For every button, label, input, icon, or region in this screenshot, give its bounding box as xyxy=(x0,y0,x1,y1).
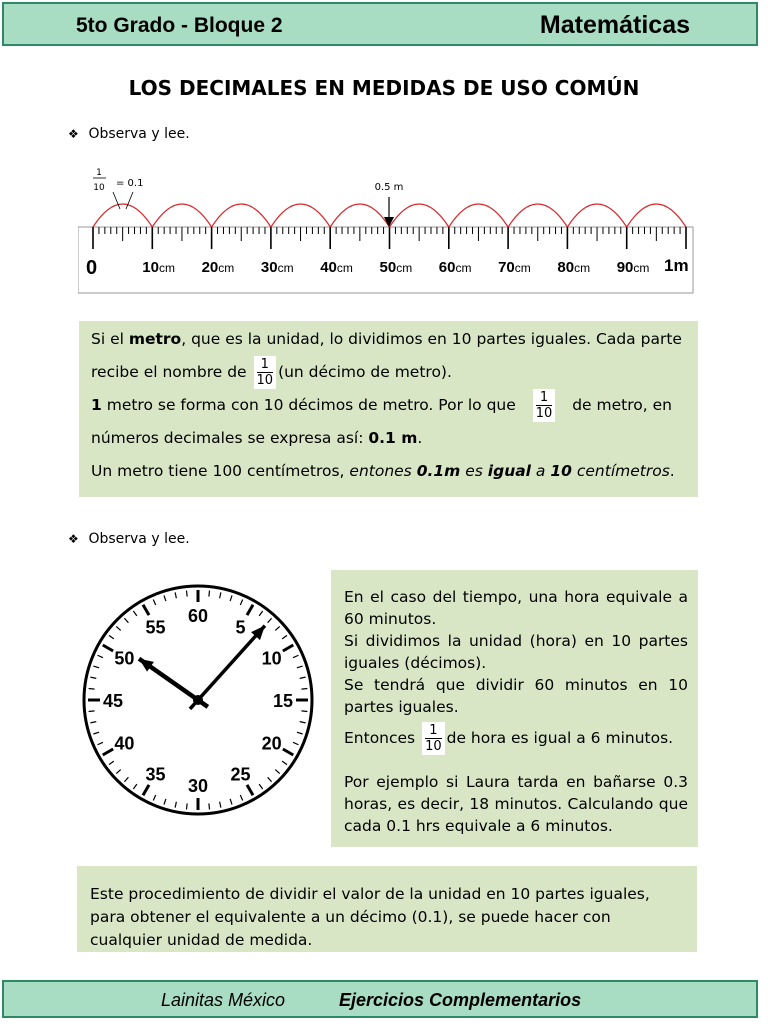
clock-figure xyxy=(80,582,316,818)
ruler-label xyxy=(617,259,650,276)
ruler-label xyxy=(380,259,413,276)
box2-p5: Por ejemplo si Laura tarda en bañarse 0.3 horas, es decir, 18 minutos. Calculando que cada 0.1 hrs equivale a 6 minutos. xyxy=(344,773,688,835)
box1-italic: centímetros xyxy=(571,462,670,480)
clock-number: 60 xyxy=(187,606,209,626)
ruler-arc xyxy=(390,204,449,227)
clock-number: 10 xyxy=(261,648,282,669)
box1-text: (un décimo de metro). xyxy=(278,363,452,381)
ruler-label-unit: cm xyxy=(455,261,472,275)
box2-p1: En el caso del tiempo, una hora equivale a 60 minutos. xyxy=(344,588,688,628)
box1-text: de metro, en números decimales se expresa así: xyxy=(91,396,672,447)
clock-center xyxy=(193,695,203,705)
ruler-label xyxy=(498,259,531,276)
box1-text: Si el xyxy=(91,330,129,348)
ruler-arc xyxy=(449,204,508,227)
diamond-bullet-icon: ❖ xyxy=(68,127,79,141)
header-bar xyxy=(2,2,758,46)
box1-paragraph-2 xyxy=(91,389,686,455)
clock-number: 20 xyxy=(261,733,282,754)
ruler-label-number: 30 xyxy=(260,259,278,276)
fraction-one-tenth: $\frac{1}{10}$ xyxy=(533,389,556,422)
box1-bold-italic: 10 xyxy=(550,462,572,480)
box1-paragraph-3 xyxy=(91,455,686,488)
ruler-label-unit: cm xyxy=(514,261,531,275)
box1-bold-italic: 0.1m xyxy=(416,462,461,480)
fraction-one-tenth: $\frac{1}{10}$ xyxy=(422,722,445,755)
page-title: LOS DECIMALES EN MEDIDAS DE USO COMÚN xyxy=(128,76,640,100)
ruler-half-label: 0.5 m xyxy=(374,182,404,193)
ruler-label-number: 50 xyxy=(379,259,397,276)
box1-italic: es xyxy=(460,462,488,480)
clock-number: 45 xyxy=(102,691,124,711)
time-explanation-box xyxy=(331,570,698,847)
clock-svg xyxy=(80,582,316,818)
ruler-label-unit: cm xyxy=(633,261,650,275)
ruler-frac-den: 10 xyxy=(93,183,105,193)
ruler-label-number: 40 xyxy=(320,259,337,276)
ruler-label-number: 80 xyxy=(557,259,575,276)
ruler-label-unit: cm xyxy=(574,261,591,275)
box1-text: . xyxy=(669,462,675,480)
grade-label: 5to Grado - Bloque 2 xyxy=(76,14,283,37)
box2-text: Entonces xyxy=(344,729,421,747)
box1-italic: a xyxy=(531,462,551,480)
clock-tick xyxy=(89,689,95,690)
box2-p2: Si dividimos la unidad (hora) en 10 partes iguales (décimos). xyxy=(344,632,688,672)
box1-text: Un metro tiene 100 centímetros, xyxy=(91,462,350,480)
ruler-frac-num: 1 xyxy=(96,168,102,178)
ruler-label xyxy=(202,259,235,276)
box1-bold-decimal: 0.1 m xyxy=(368,429,418,447)
box1-paragraph-1 xyxy=(91,323,686,389)
clock-tick xyxy=(209,591,210,597)
ruler-label-unit: cm xyxy=(277,261,294,275)
metro-explanation-box xyxy=(79,321,698,497)
clock-tick xyxy=(187,803,188,809)
ruler-arc xyxy=(627,204,686,227)
clock-tick xyxy=(209,803,210,809)
clock-number: 30 xyxy=(187,776,209,796)
box2-p4 xyxy=(344,722,688,755)
clock-tick xyxy=(301,711,307,712)
ruler-arc xyxy=(271,204,330,227)
box1-bold-metro: metro xyxy=(128,330,182,348)
clock-number: 5 xyxy=(235,617,246,638)
footer-author: Lainitas México xyxy=(161,990,286,1010)
box1-italic: entones xyxy=(349,462,417,480)
footer-bar xyxy=(2,980,758,1018)
fraction-one-tenth: $\frac{1}{10}$ xyxy=(254,356,277,389)
footer-title: Ejercicios Complementarios xyxy=(339,990,582,1010)
clock-tick xyxy=(301,689,307,690)
ruler-label xyxy=(439,259,472,276)
ruler-label-number: 70 xyxy=(498,259,515,276)
ruler-start-label: 0 xyxy=(86,257,98,279)
clock-tick xyxy=(89,711,95,712)
instruction-1-text: Observa y lee. xyxy=(88,126,190,142)
instruction-2 xyxy=(68,531,190,547)
ruler-frac-eq: = 0.1 xyxy=(116,178,144,189)
ruler-arc xyxy=(330,204,389,227)
ruler-label xyxy=(261,259,294,276)
ruler-label xyxy=(142,259,175,276)
clock-number: 50 xyxy=(114,648,135,669)
ruler-label-number: 60 xyxy=(438,259,456,276)
ruler-label-unit: cm xyxy=(336,261,353,275)
clock-number: 35 xyxy=(145,764,166,785)
ruler-arc xyxy=(567,204,626,227)
diamond-bullet-icon: ❖ xyxy=(68,532,79,546)
ruler-label-number: 20 xyxy=(201,259,219,276)
ruler-figure xyxy=(78,165,694,295)
ruler-end-label: 1m xyxy=(664,256,689,275)
instruction-1 xyxy=(68,126,190,142)
clock-number: 25 xyxy=(230,764,251,785)
clock-number: 55 xyxy=(145,617,166,638)
ruler-label-number: 90 xyxy=(616,259,634,276)
summary-box: Este procedimiento de dividir el valor de la unidad en 10 partes iguales, para obtener el equivalente a un décimo (0.1), se puede hacer con cualquier unidad de medida. xyxy=(77,866,697,952)
ruler-label-unit: cm xyxy=(158,261,175,275)
ruler-arc xyxy=(152,204,211,227)
clock-number: 40 xyxy=(114,733,135,754)
ruler-label-unit: cm xyxy=(396,261,413,275)
subject-label: Matemáticas xyxy=(539,11,690,39)
ruler-arc xyxy=(93,204,152,227)
box1-bold-one: 1 xyxy=(91,396,102,414)
clock-number: 15 xyxy=(272,691,294,711)
box1-bold-italic: igual xyxy=(487,462,531,480)
ruler-arc xyxy=(212,204,271,227)
box2-p3: Se tendrá que dividir 60 minutos en 10 partes iguales. xyxy=(344,676,688,716)
box1-text: metro se forma con 10 décimos de metro. Por lo que xyxy=(101,396,521,414)
clock-tick xyxy=(187,591,188,597)
ruler-label xyxy=(320,259,353,276)
ruler-svg xyxy=(78,165,694,295)
box1-text: . xyxy=(417,429,423,447)
box2-text: de hora es igual a 6 minutos. xyxy=(446,729,674,747)
ruler-label-number: 10 xyxy=(142,259,159,276)
ruler-fraction-label xyxy=(93,168,143,209)
instruction-2-text: Observa y lee. xyxy=(88,531,190,547)
ruler-labels xyxy=(142,259,649,276)
ruler-label-unit: cm xyxy=(218,261,235,275)
ruler-arc xyxy=(508,204,567,227)
ruler-label xyxy=(557,259,590,276)
box1-text: , que es la unidad, lo dividimos en 10 partes iguales. Cada parte recibe el nombre de xyxy=(91,330,682,381)
